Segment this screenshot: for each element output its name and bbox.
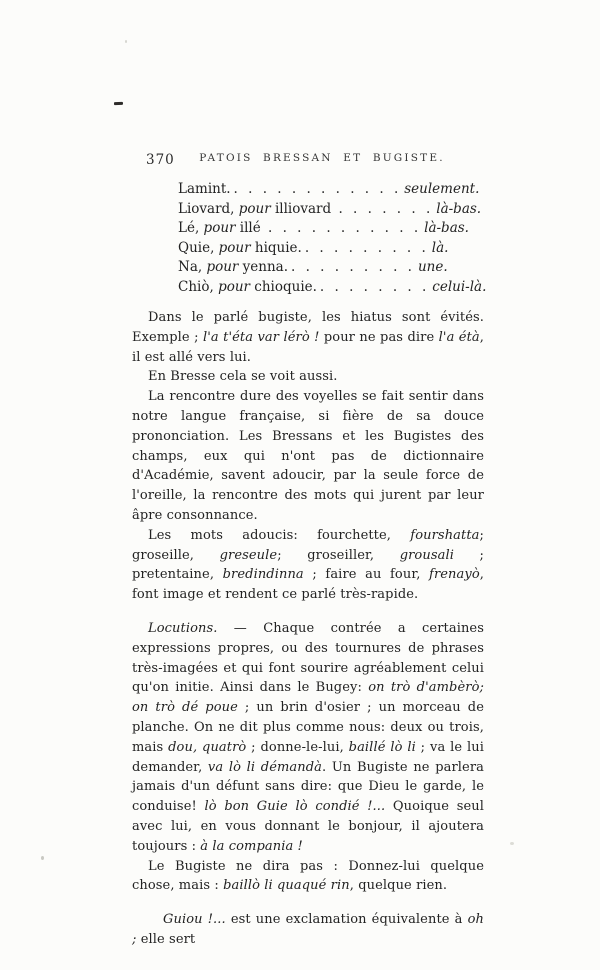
italic-text-segment: pour <box>203 220 236 236</box>
text-segment: ; donne-le-lui, <box>246 739 349 755</box>
text-block <box>132 180 487 950</box>
glossary-row <box>178 278 487 298</box>
translation-word: là-bas. <box>436 200 482 217</box>
dot-leader: . . . . . . . . . . . <box>268 220 422 236</box>
text-segment: yenna. <box>238 259 289 275</box>
scan-speck <box>41 856 44 860</box>
text-segment: ; un brin d'osier ; un morceau de planche. On ne dit plus comme nous: deux ou trois, mais <box>132 700 484 755</box>
translation-word: seulement. <box>404 181 480 197</box>
text-segment: Lamint. <box>178 181 231 197</box>
text-segment: , il est allé vers lui. <box>132 329 485 365</box>
running-title: PATOIS BRESSAN ET BUGISTE. <box>199 152 445 164</box>
italic-text-segment: va lò li démandà <box>207 759 323 775</box>
italic-text-segment: baillò li quaqué rin <box>223 878 350 894</box>
scan-speck <box>510 842 514 845</box>
paragraph <box>132 910 484 950</box>
translation-word: une. <box>417 259 448 275</box>
italic-text-segment: fourshatta <box>410 527 480 543</box>
text-segment: — Chaque contrée a certaines expressions propres, ou des tournures de phrases très-imagées et qui font sourire agréablement celui qu'on initie. Ainsi dans le Bugey: <box>132 620 484 696</box>
italic-text-segment: Locutions. <box>148 620 218 636</box>
stray-ink-dash <box>114 102 123 105</box>
dot-leader: . . . . . . . . . <box>304 239 429 256</box>
glossary-row <box>178 219 484 239</box>
italic-text-segment: Guiou !... <box>163 912 226 928</box>
italic-text-segment: grousali <box>399 547 454 563</box>
italic-text-segment: pour <box>238 200 271 217</box>
glossary-row <box>178 180 484 200</box>
text-segment: pour ne pas dire <box>319 329 439 345</box>
text-segment: Dans le parlé bugiste, les hiatus sont évités. Exemple ; <box>132 310 484 345</box>
italic-text-segment: bredindinna <box>222 567 304 583</box>
dot-leader: . . . . . . . . . <box>291 259 415 275</box>
italic-text-segment: oh ; <box>132 912 484 947</box>
text-segment: ; va le lui demander, <box>132 739 484 775</box>
paragraph <box>132 308 484 367</box>
text-segment: ; faire au four, <box>303 567 430 583</box>
dot-leader: . . . . . . . <box>338 200 434 217</box>
italic-text-segment: l'a t'éta var lérò ! <box>202 329 320 345</box>
text-segment: ; groseiller, <box>277 547 400 563</box>
paragraph <box>132 387 484 526</box>
text-segment: Le Bugiste ne dira pas : Donnez-lui quelque chose, mais : <box>132 858 484 894</box>
paragraph <box>132 857 484 897</box>
text-segment: La rencontre dure des voyelles se fait sentir dans notre langue française, si fière de sa douce prononciation. Les Bressans et les Bugistes des champs, eux qui n'ont pas de dictionnaire d'Académie, savent adoucir, par la seule force de l'oreille, la rencontre des mots qui jurent par leur âpre consonnance. <box>132 389 484 523</box>
dot-leader: . . . . . . . . . . . . <box>233 181 402 197</box>
italic-text-segment: à la compania ! <box>200 838 303 854</box>
translation-word: là-bas. <box>424 220 469 236</box>
glossary-row <box>178 239 484 259</box>
text-segment: . Un Bugiste ne parlera jamais d'un défunt sans dire: que Dieu le garde, le conduise! <box>132 759 485 815</box>
text-segment: , font image et rendent ce parlé très-rapide. <box>132 567 484 603</box>
glossary-row <box>178 258 484 278</box>
italic-text-segment: greseule <box>219 547 278 563</box>
text-segment: Liovard, <box>178 200 239 217</box>
italic-text-segment: l'a étà <box>438 329 480 345</box>
text-segment: illé <box>235 220 265 236</box>
text-segment: illiovard <box>270 200 336 217</box>
text-segment: ; pretentaine, <box>132 547 484 583</box>
italic-text-segment: dou, quatrò <box>168 739 247 755</box>
text-segment: chioquie. <box>249 278 317 295</box>
text-segment: hiquie. <box>250 239 302 256</box>
paragraph <box>132 367 484 387</box>
text-segment: Quoique seul avec lui, en vous donnant le bonjour, il ajoutera toujours : <box>132 799 484 854</box>
text-segment: Les mots adoucis: fourchette, <box>148 527 411 543</box>
glossary-list <box>132 180 487 297</box>
scan-speck <box>125 40 127 43</box>
italic-text-segment: on trò d'ambèrò; on trò dé poue <box>132 680 484 716</box>
paragraph <box>132 526 484 605</box>
text-segment: Na, <box>178 259 207 275</box>
paragraph <box>132 619 484 857</box>
text-segment: Lé, <box>178 220 204 236</box>
italic-text-segment: frenayò <box>429 567 480 583</box>
page-header <box>132 152 482 172</box>
text-segment: ; groseille, <box>132 527 484 563</box>
text-segment: Chiò, <box>178 278 219 295</box>
text-segment: est une exclamation équivalente à <box>225 912 468 928</box>
translation-word: là. <box>431 239 449 256</box>
italic-text-segment: pour <box>206 259 239 275</box>
text-segment: En Bresse cela se voit aussi. <box>148 369 338 385</box>
italic-text-segment: baillé lò li <box>348 739 416 755</box>
text-segment: elle sert <box>136 931 196 947</box>
text-segment: Quie, <box>178 239 219 256</box>
text-segment: , quelque rien. <box>349 878 448 894</box>
italic-text-segment: lò bon Guie lò condié !... <box>204 799 386 815</box>
body-text <box>132 308 484 950</box>
italic-text-segment: pour <box>218 278 250 295</box>
translation-word: celui-là. <box>432 278 487 295</box>
glossary-row <box>178 200 484 220</box>
dot-leader: . . . . . . . . <box>319 278 430 295</box>
italic-text-segment: pour <box>218 239 251 256</box>
page-number: 370 <box>146 152 175 168</box>
